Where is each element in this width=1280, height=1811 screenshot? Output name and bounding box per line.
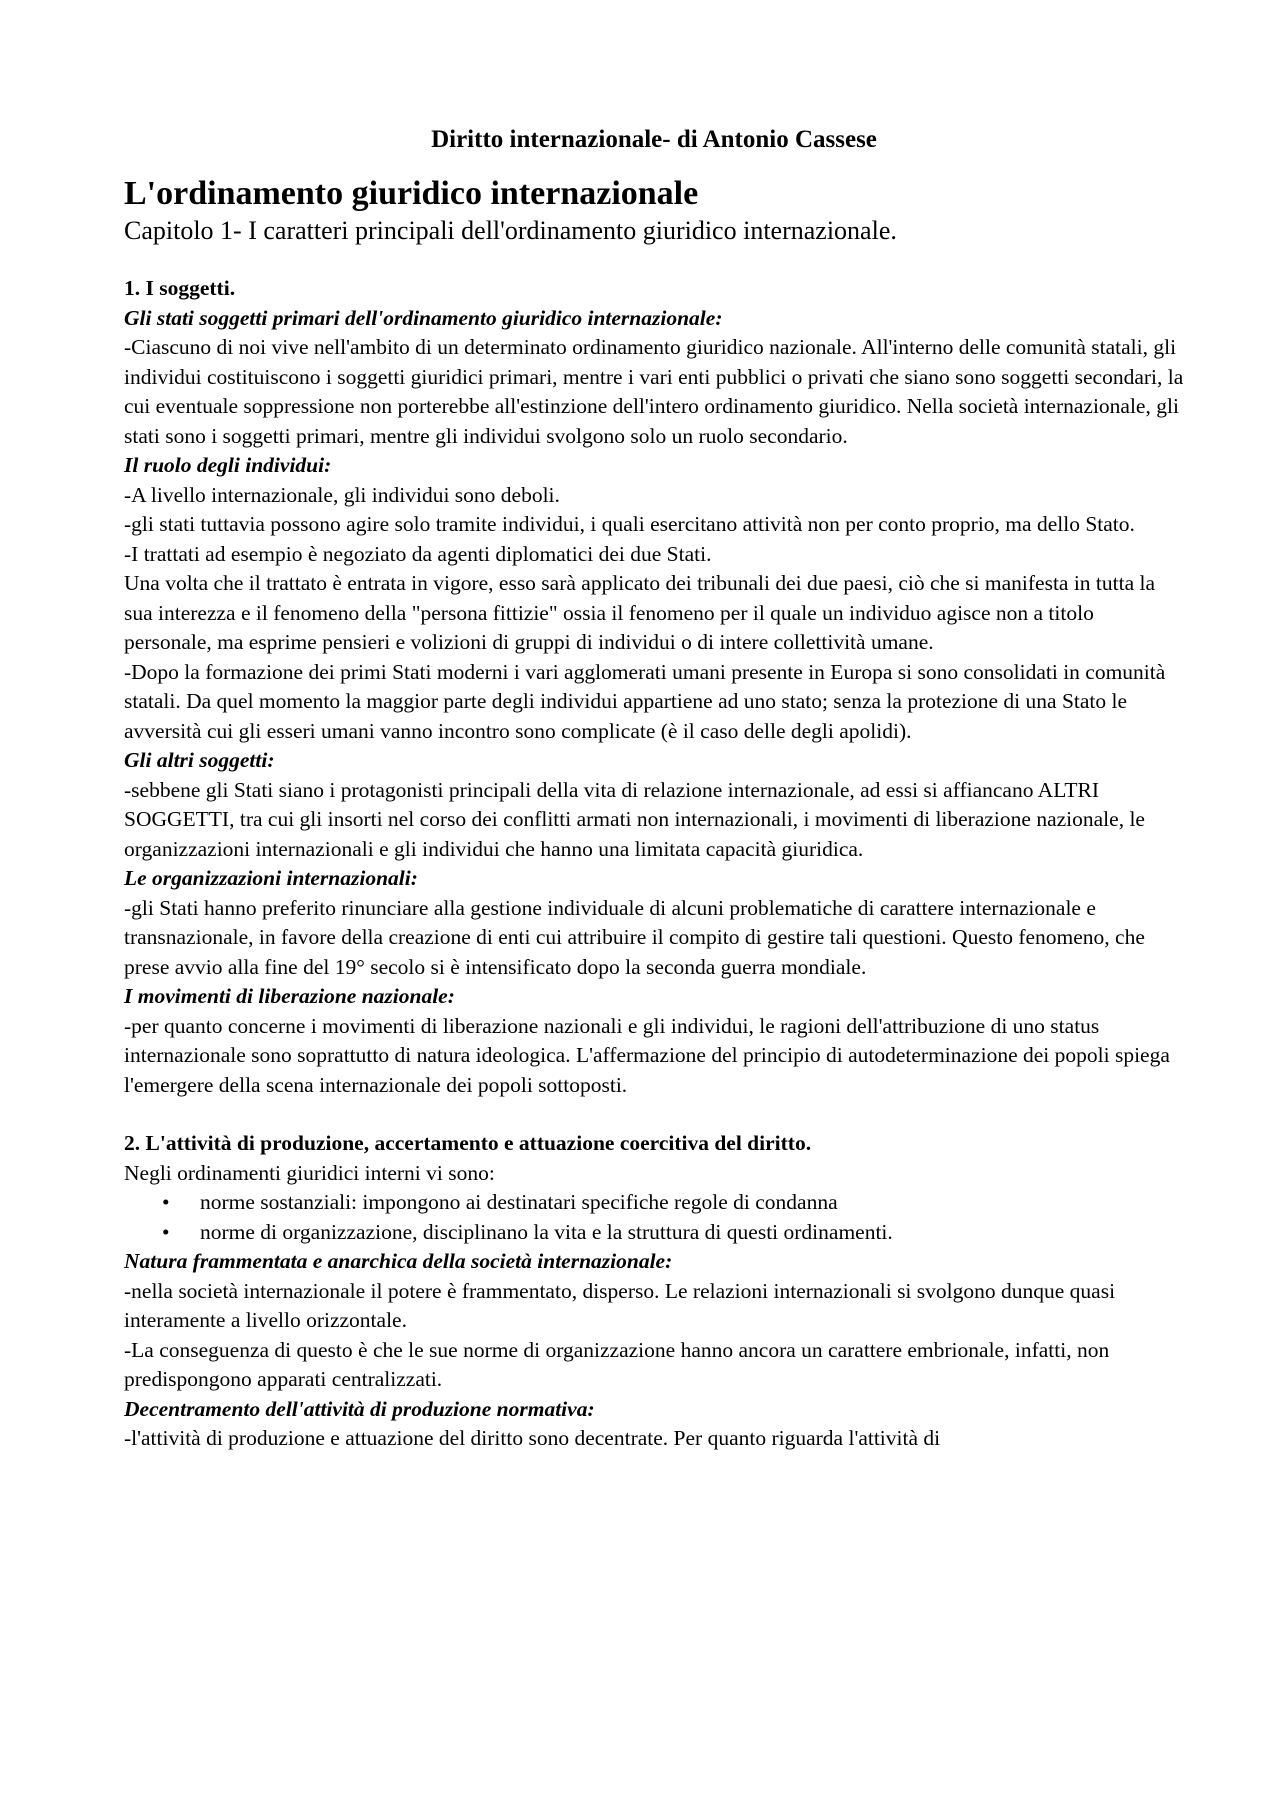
section-1	[124, 274, 1184, 1100]
paragraph: -sebbene gli Stati siano i protagonisti principali della vita di relazione internazionale, ad essi si affiancano ALTRI SOGGETTI, tra cui gli insorti nel corso dei conflitti armati non internazionali, i movimenti di liberazione nazionale, le organizzazioni internazionali e gli individui che hanno una limitata capacità giuridica.	[124, 777, 1145, 861]
subsection-organizzazioni-internazionali-title: Le organizzazioni internazionali:	[124, 866, 418, 890]
section-spacer	[124, 1100, 1184, 1129]
paragraph: -per quanto concerne i movimenti di liberazione nazionali e gli individui, le ragioni dell'attribuzione di uno status internazionale sono soprattutto di natura ideologica. L'affermazione del principio di autodeterminazione dei popoli spiega l'emergere della scena internazionale dei popoli sottoposti.	[124, 1013, 1170, 1097]
bullet-list	[124, 1188, 1184, 1247]
paragraph: -A livello internazionale, gli individui sono deboli.	[124, 482, 560, 507]
section-1-title: 1. I soggetti.	[124, 276, 236, 300]
subsection-movimenti-liberazione-title: I movimenti di liberazione nazionale:	[124, 984, 455, 1008]
list-item	[124, 1218, 1184, 1248]
paragraph: -Dopo la formazione dei primi Stati moderni i vari agglomerati umani presente in Europa si sono consolidati in comunità statali. Da quel momento la maggior parte degli individui appartiene ad uno stato; senza la protezione di una Stato le avversità cui gli esseri umani vanno incontro sono complicate (è il caso delle degli apolidi).	[124, 659, 1166, 743]
section-2	[124, 1129, 1184, 1454]
subsection-stati-soggetti-primari-title: Gli stati soggetti primari dell'ordinamento giuridico internazionale:	[124, 305, 723, 330]
subsection-natura-frammentata-title: Natura frammentata e anarchica della società internazionale:	[124, 1249, 673, 1273]
list-item	[124, 1188, 1184, 1218]
paragraph: -I trattati ad esempio è negoziato da agenti diplomatici dei due Stati.	[124, 541, 712, 566]
paragraph: -nella società internazionale il potere è frammentato, disperso. Le relazioni internazionali si svolgono dunque quasi interamente a livello orizzontale.	[124, 1278, 1116, 1332]
subsection-ruolo-individui-title: Il ruolo degli individui:	[124, 453, 332, 477]
subsection-altri-soggetti-title: Gli altri soggetti:	[124, 748, 275, 772]
paragraph: Una volta che il trattato è entrata in vigore, esso sarà applicato dei tribunali dei due paesi, ciò che si manifesta in tutta la sua interezza e il fenomeno della "persona fittizie" ossia il fenomeno per il quale un individuo agisce non a titolo personale, ma esprime pensieri e volizioni di gruppi di individui o di intere collettività umane.	[124, 571, 1156, 654]
paragraph: -l'attività di produzione e attuazione del diritto sono decentrate. Per quanto riguarda l'attività di	[124, 1426, 941, 1450]
list-item-text: norme sostanziali: impongono ai destinatari specifiche regole di condanna	[200, 1190, 838, 1214]
section-2-title: 2. L'attività di produzione, accertamento e attuazione coercitiva del diritto.	[124, 1131, 812, 1155]
section-2-intro: Negli ordinamenti giuridici interni vi sono:	[124, 1160, 495, 1185]
document-title: Diritto internazionale- di Antonio Cassese	[431, 126, 877, 153]
paragraph: -La conseguenza di questo è che le sue norme di organizzazione hanno ancora un carattere embrionale, infatti, non predispongono apparati centralizzati.	[124, 1337, 1110, 1391]
document-page	[124, 124, 1184, 1454]
paragraph: -gli stati tuttavia possono agire solo tramite individui, i quali esercitano attività non per conto proprio, ma dello Stato.	[124, 512, 1135, 536]
part-title: L'ordinamento giuridico internazionale	[124, 175, 699, 212]
bullet-icon: •	[162, 1219, 170, 1244]
list-item-text: norme di organizzazione, disciplinano la vita e la struttura di questi ordinamenti.	[200, 1219, 893, 1244]
bullet-icon: •	[162, 1190, 170, 1214]
subsection-decentramento-title: Decentramento dell'attività di produzione normativa:	[124, 1396, 595, 1421]
paragraph: -gli Stati hanno preferito rinunciare alla gestione individuale di alcuni problematiche di carattere internazionale e transnazionale, in favore della creazione di enti cui attribuire il compito di gestire tali questioni. Questo fenomeno, che prese avvio alla fine del 19° secolo si è intensificato dopo la seconda guerra mondiale.	[124, 895, 1145, 979]
paragraph: -Ciascuno di noi vive nell'ambito di un determinato ordinamento giuridico nazionale. All'interno delle comunità statali, gli individui costituiscono i soggetti giuridici primari, mentre i vari enti pubblici o privati che siano sono soggetti secondari, la cui eventuale soppressione non porterebbe all'estinzione dell'intero ordinamento giuridico. Nella società internazionale, gli stati sono i soggetti primari, mentre gli individui svolgono solo un ruolo secondario.	[124, 335, 1184, 448]
chapter-title: Capitolo 1- I caratteri principali dell'ordinamento giuridico internazionale.	[124, 216, 897, 245]
